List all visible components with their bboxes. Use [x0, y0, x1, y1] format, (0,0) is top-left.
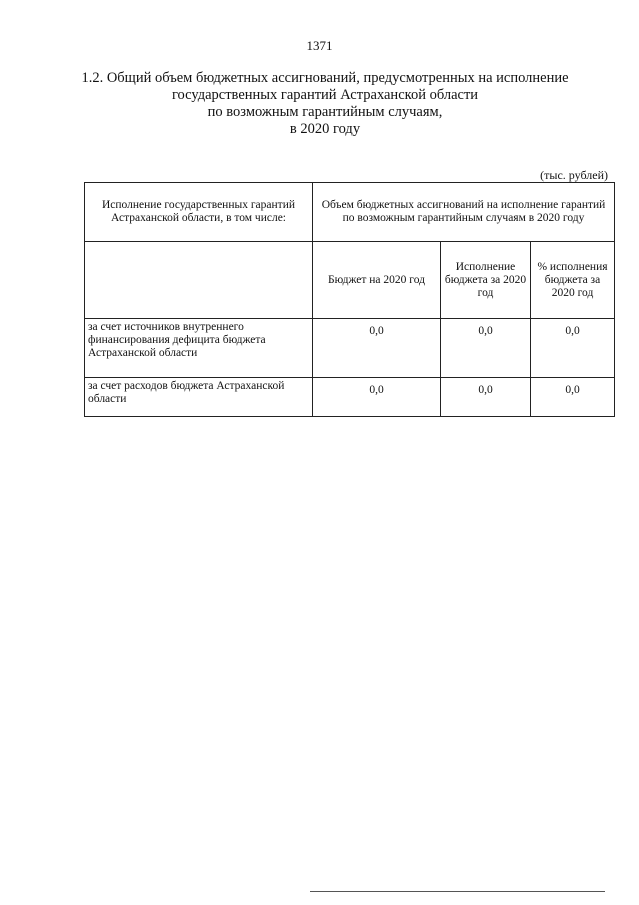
title-line-2: государственных гарантий Астраханской области [171, 87, 479, 103]
subheader-percent: % исполнения бюджета за 2020 год [531, 242, 615, 319]
subheader-empty [85, 242, 313, 319]
subheader-execution: Исполнение бюджета за 2020 год [441, 242, 531, 319]
table-header-row [85, 183, 615, 242]
title-line-1: 1.2. Общий объем бюджетных ассигнований, предусмотренных на исполнение [81, 70, 569, 86]
title-line-4: в 2020 году [289, 121, 361, 137]
row-value-budget: 0,0 [313, 378, 441, 417]
row-label: за счет источников внутреннего финансирования дефицита бюджета Астраханской области [85, 319, 313, 378]
subheader-budget: Бюджет на 2020 год [313, 242, 441, 319]
header-execution: Исполнение государственных гарантий Астраханской области, в том числе: [85, 183, 313, 242]
row-value-execution: 0,0 [441, 378, 531, 417]
row-value-budget: 0,0 [313, 319, 441, 378]
row-value-execution: 0,0 [441, 319, 531, 378]
header-allocations: Объем бюджетных ассигнований на исполнение гарантий по возможным гарантийным случаям в 2020 году [313, 183, 615, 242]
row-value-percent: 0,0 [531, 378, 615, 417]
table-row [85, 378, 615, 417]
bottom-rule [310, 891, 605, 892]
row-value-percent: 0,0 [531, 319, 615, 378]
title-line-3: по возможным гарантийным случаям, [207, 104, 443, 120]
table-subheader-row [85, 242, 615, 319]
row-label: за счет расходов бюджета Астраханской области [85, 378, 313, 417]
budget-table [84, 182, 615, 417]
table-row [85, 319, 615, 378]
page-number: 1371 [306, 38, 333, 53]
units-note: (тыс. рублей) [540, 168, 608, 182]
document-title [60, 70, 590, 138]
